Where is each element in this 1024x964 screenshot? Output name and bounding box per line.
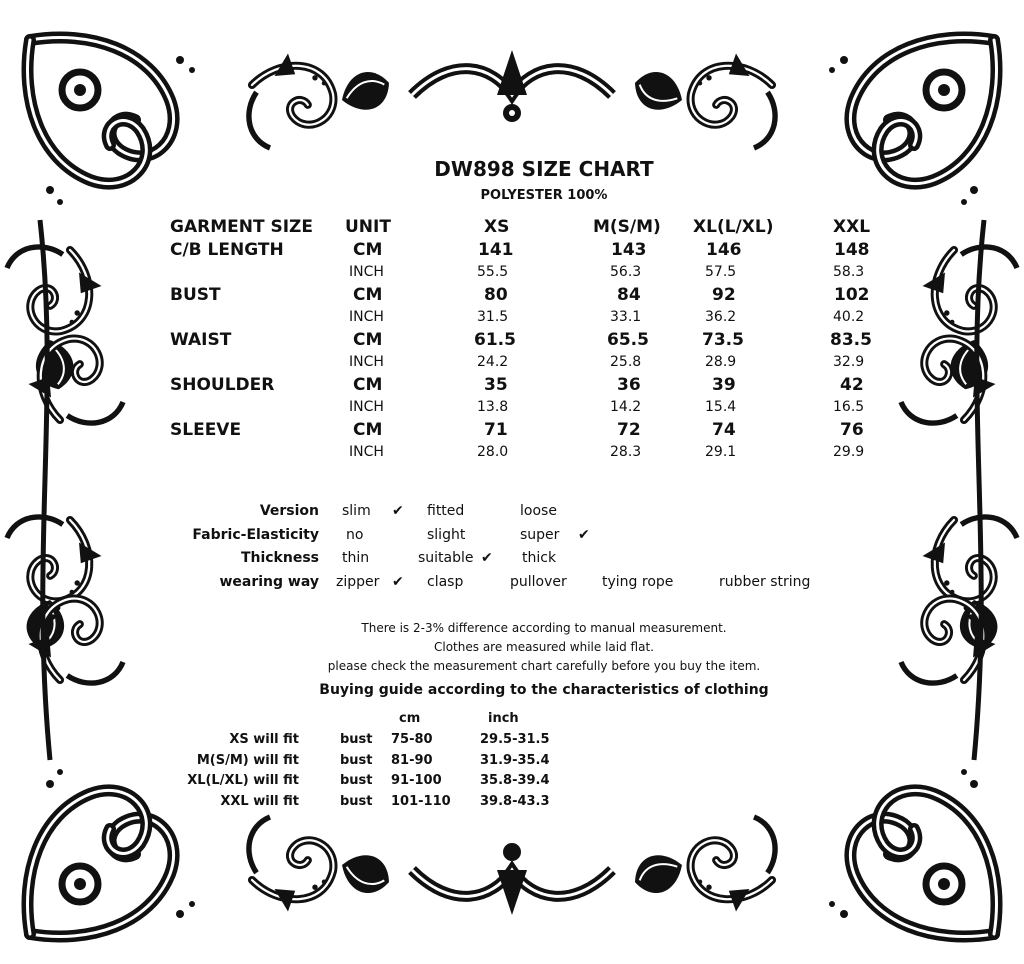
unit-inch: INCH — [349, 309, 384, 325]
buying-guide-title: Buying guide according to the characteristics of clothing — [319, 682, 769, 698]
table-cell: 13.8 — [477, 399, 509, 415]
header-xs: XS — [484, 217, 510, 237]
table-cell: 65.5 — [607, 330, 649, 350]
row-label-bust: BUST — [170, 285, 221, 305]
check-mark-icon: ✔ — [392, 503, 404, 519]
table-cell: 35 — [484, 375, 508, 395]
unit-cm: CM — [353, 420, 383, 440]
guide-cell: bust — [340, 773, 373, 788]
table-cell: 83.5 — [830, 330, 872, 350]
unit-inch: INCH — [349, 264, 384, 280]
attr-label-wearing-way: wearing way — [219, 574, 319, 590]
guide-row-label: XL(L/XL) will fit — [187, 773, 299, 788]
table-cell: 28.9 — [705, 354, 737, 370]
check-mark-icon: ✔ — [392, 574, 404, 590]
attr-option: suitable — [418, 550, 474, 566]
unit-inch: INCH — [349, 444, 384, 460]
attr-option: rubber string — [719, 574, 811, 590]
table-cell: 71 — [484, 420, 508, 440]
note-laid-flat: Clothes are measured while laid flat. — [434, 640, 654, 654]
table-cell: 28.3 — [610, 444, 642, 460]
table-cell: 80 — [484, 285, 508, 305]
table-cell: 55.5 — [477, 264, 509, 280]
guide-cell: bust — [340, 753, 373, 768]
guide-header-inch: inch — [488, 711, 519, 726]
unit-inch: INCH — [349, 399, 384, 415]
attr-option: loose — [520, 503, 557, 519]
row-label-cb-length: C/B LENGTH — [170, 240, 284, 260]
table-cell: 146 — [706, 240, 742, 260]
table-cell: 39 — [712, 375, 736, 395]
attr-label-elasticity: Fabric-Elasticity — [192, 527, 319, 543]
attr-label-thickness: Thickness — [240, 550, 319, 566]
guide-row-label: M(S/M) will fit — [196, 753, 299, 768]
header-unit: UNIT — [345, 217, 391, 237]
attr-option: thick — [522, 550, 557, 566]
header-xxl: XXL — [833, 217, 871, 237]
table-cell: 148 — [834, 240, 870, 260]
unit-cm: CM — [353, 375, 383, 395]
table-cell: 33.1 — [610, 309, 642, 325]
unit-cm: CM — [353, 240, 383, 260]
header-xl: XL(L/XL) — [693, 217, 774, 237]
table-cell: 29.1 — [705, 444, 737, 460]
attr-label-version: Version — [259, 503, 319, 519]
guide-cell: 29.5-31.5 — [480, 732, 550, 747]
row-label-waist: WAIST — [170, 330, 232, 350]
row-label-sleeve: SLEEVE — [170, 420, 242, 440]
guide-cell: 91-100 — [391, 773, 442, 788]
page-title: DW898 SIZE CHART — [434, 157, 654, 181]
header-m: M(S/M) — [593, 217, 661, 237]
table-cell: 76 — [840, 420, 864, 440]
table-cell: 57.5 — [705, 264, 737, 280]
guide-cell: bust — [340, 794, 373, 809]
check-mark-icon: ✔ — [578, 527, 590, 543]
table-cell: 143 — [611, 240, 647, 260]
attr-option: slight — [427, 527, 466, 543]
guide-row-label: XXL will fit — [220, 794, 299, 809]
table-cell: 56.3 — [610, 264, 642, 280]
page-subtitle: POLYESTER 100% — [480, 188, 608, 203]
guide-cell: 39.8-43.3 — [480, 794, 550, 809]
guide-cell: bust — [340, 732, 373, 747]
attr-option: zipper — [336, 574, 380, 590]
attr-option: fitted — [427, 503, 465, 519]
attr-option: slim — [342, 503, 371, 519]
table-cell: 14.2 — [610, 399, 642, 415]
attr-option: tying rope — [602, 574, 674, 590]
table-cell: 36 — [617, 375, 641, 395]
table-cell: 74 — [712, 420, 736, 440]
row-label-shoulder: SHOULDER — [170, 375, 275, 395]
check-mark-icon: ✔ — [481, 550, 493, 566]
guide-cell: 101-110 — [391, 794, 451, 809]
header-garment-size: GARMENT SIZE — [170, 217, 313, 237]
unit-cm: CM — [353, 330, 383, 350]
table-cell: 102 — [834, 285, 870, 305]
table-cell: 141 — [478, 240, 514, 260]
unit-inch: INCH — [349, 354, 384, 370]
table-cell: 31.5 — [477, 309, 509, 325]
unit-cm: CM — [353, 285, 383, 305]
guide-cell: 31.9-35.4 — [480, 753, 550, 768]
table-cell: 92 — [712, 285, 736, 305]
table-cell: 72 — [617, 420, 641, 440]
attr-option: clasp — [427, 574, 464, 590]
table-cell: 28.0 — [477, 444, 509, 460]
note-check-chart: please check the measurement chart carefully before you buy the item. — [327, 659, 761, 673]
guide-cell: 75-80 — [391, 732, 433, 747]
table-cell: 15.4 — [705, 399, 737, 415]
note-difference: There is 2-3% difference according to manual measurement. — [361, 621, 727, 635]
table-cell: 36.2 — [705, 309, 737, 325]
guide-cell: 35.8-39.4 — [480, 773, 550, 788]
attr-option: super — [520, 527, 560, 543]
table-cell: 61.5 — [474, 330, 516, 350]
table-cell: 16.5 — [833, 399, 865, 415]
guide-cell: 81-90 — [391, 753, 433, 768]
table-cell: 58.3 — [833, 264, 865, 280]
table-cell: 84 — [617, 285, 641, 305]
table-cell: 25.8 — [610, 354, 642, 370]
attr-option: no — [346, 527, 364, 543]
table-cell: 32.9 — [833, 354, 865, 370]
table-cell: 73.5 — [702, 330, 744, 350]
table-cell: 42 — [840, 375, 864, 395]
table-cell: 40.2 — [833, 309, 865, 325]
attr-option: pullover — [510, 574, 567, 590]
guide-row-label: XS will fit — [229, 732, 299, 747]
attr-option: thin — [342, 550, 370, 566]
guide-header-cm: cm — [399, 711, 421, 726]
table-cell: 29.9 — [833, 444, 865, 460]
table-cell: 24.2 — [477, 354, 509, 370]
